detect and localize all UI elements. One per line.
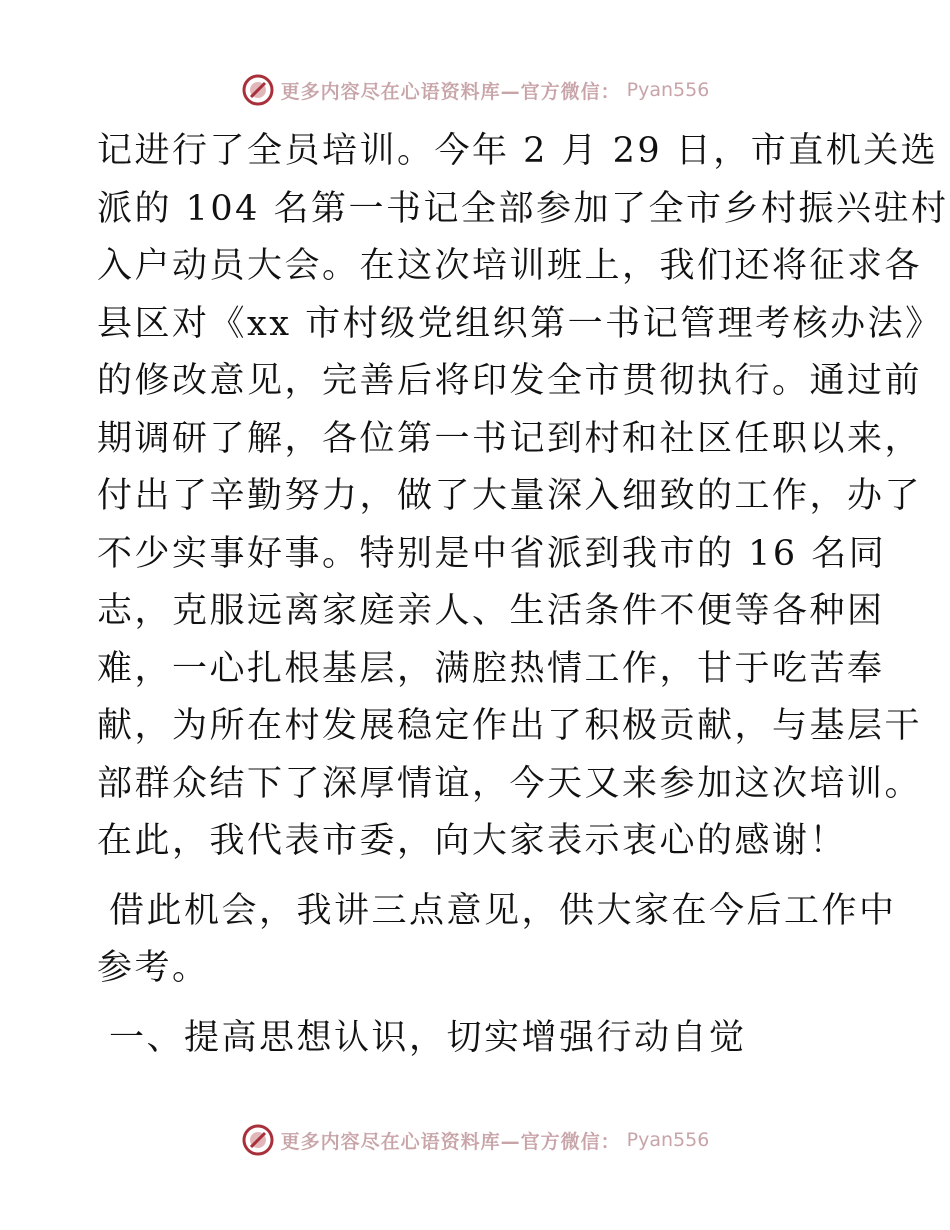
text-line: 县区对《xx 市村级党组织第一书记管理考核办法》 [97,303,943,344]
paragraph-2 [97,883,897,998]
text-line: 参考。 [97,948,210,988]
text-line: 借此机会，我讲三点意见，供大家在今后工作中 [109,890,897,931]
text-line: 志，克服远离家庭亲人、生活条件不便等各种困 [97,591,885,631]
watermark-handle: Pyan556 [626,1129,710,1151]
text-line: 部群众结下了深厚情谊，今天又来参加这次培训。 [97,763,923,804]
header-watermark [0,70,950,110]
text-line: 在此，我代表市委，向大家表示衷心的感谢！ [97,821,848,861]
text-line: 献，为所在村发展稳定作出了积极贡献，与基层干 [97,706,923,746]
heading-1: 一、提高思想认识，切实增强行动自觉 [109,1017,747,1058]
seal-logo-icon [241,73,275,107]
watermark-text: 更多内容尽在心语资料库—官方微信： [280,1130,621,1153]
text-line: 的修改意见，完善后将印发全市贯彻执行。通过前 [97,361,923,401]
paragraph-1 [97,123,949,871]
text-line: 派的 104 名第一书记全部参加了全市乡村振兴驻村 [97,188,949,229]
watermark-handle: Pyan556 [626,79,710,101]
text-line: 期调研了解，各位第一书记到村和社区任职以来， [97,418,923,459]
paragraph-spacer [97,871,857,883]
text-line: 付出了辛勤努力，做了大量深入细致的工作，办了 [97,476,923,516]
paragraph-spacer [97,998,857,1010]
footer-watermark [0,1120,950,1160]
text-line: 记进行了全员培训。今年 2 月 29 日，市直机关选 [97,131,939,171]
text-line: 不少实事好事。特别是中省派到我市的 16 名同 [97,533,887,574]
document-body [97,123,949,1067]
watermark-text: 更多内容尽在心语资料库—官方微信： [280,80,621,103]
seal-logo-icon [241,1123,275,1157]
text-line: 难，一心扎根基层，满腔热情工作，甘于吃苦奉 [97,648,885,689]
text-line: 入户动员大会。在这次培训班上，我们还将征求各 [97,246,923,286]
section-heading [97,1010,857,1068]
